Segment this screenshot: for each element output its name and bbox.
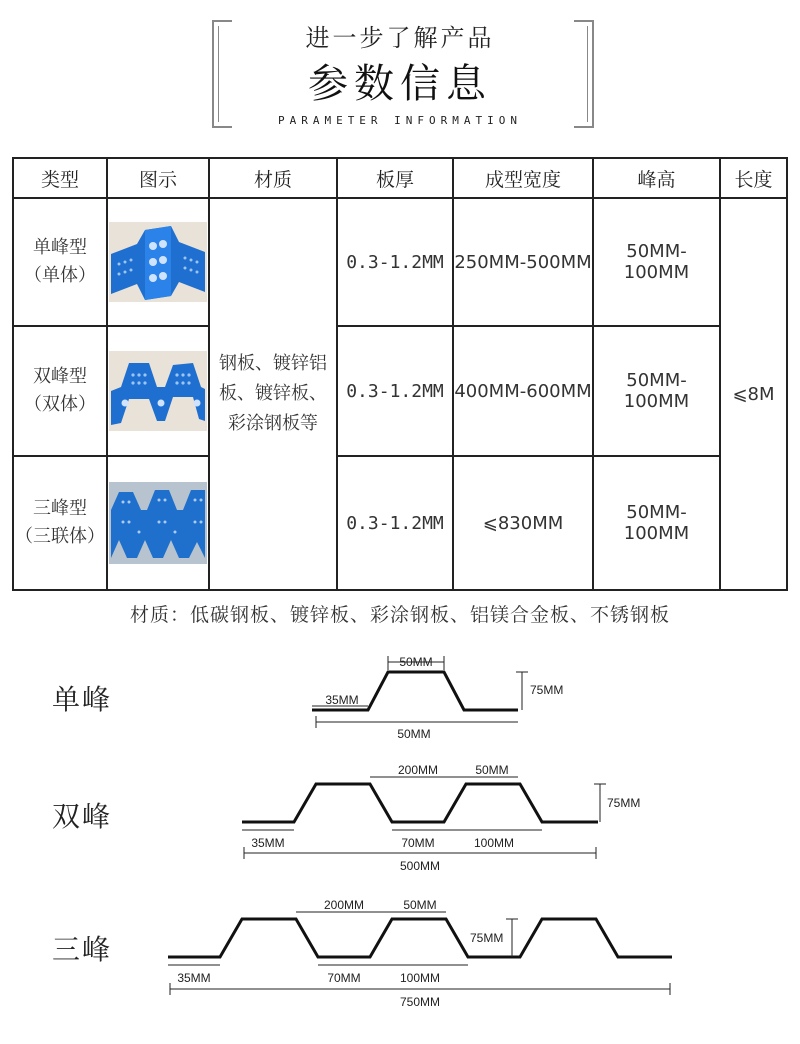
type-name: 单峰型: [33, 237, 87, 258]
dim-total-label: 750MM: [399, 995, 441, 1009]
dim-flat-label: 35MM: [177, 971, 211, 985]
dim-height-label: 75MM: [470, 931, 504, 945]
width-cell: 400MM-600MM: [453, 326, 593, 456]
header-thickness: 板厚: [337, 158, 453, 198]
length-cell: ⩽8M: [720, 198, 787, 590]
type-cell: [13, 198, 107, 326]
parameter-table: [12, 157, 788, 591]
type-sub: （单体）: [24, 265, 96, 286]
width-cell: 250MM-500MM: [453, 198, 593, 326]
image-cell: [107, 198, 209, 326]
dim-bottom-label: 70MM: [327, 971, 361, 985]
header-peak-height: 峰高: [593, 158, 720, 198]
type-name: 双峰型: [33, 366, 87, 387]
table-row: [13, 326, 787, 456]
dim-height-label: 75MM: [530, 683, 564, 697]
dim-top-label: 50MM: [399, 655, 433, 669]
width-cell: ⩽830MM: [453, 456, 593, 590]
header-length: 长度: [720, 158, 787, 198]
triple-peak-diagram: [168, 898, 672, 1009]
triple-peak-panel-photo-icon: [109, 482, 207, 564]
header-image: 图示: [107, 158, 209, 198]
type-name: 三峰型: [33, 498, 87, 519]
page-title: 参数信息: [308, 61, 492, 107]
dim-top-label: 50MM: [475, 763, 509, 777]
type-sub: （三联体）: [15, 526, 105, 547]
dim-flat-label: 35MM: [251, 836, 285, 850]
peak-height-cell: 50MM-100MM: [593, 198, 720, 326]
dim-top-label: 50MM: [403, 898, 437, 912]
dim-pitch-label: 100MM: [399, 971, 441, 985]
double-peak-profile: [242, 784, 598, 822]
thickness-cell: 0.3-1.2MM: [337, 456, 453, 590]
type-cell: [13, 456, 107, 590]
single-peak-panel-photo-icon: [109, 222, 207, 302]
image-cell: [107, 456, 209, 590]
table-row: [13, 198, 787, 326]
diagram-label-triple: 三峰: [52, 933, 113, 966]
single-peak-diagram: [312, 655, 563, 741]
header-material: 材质: [209, 158, 337, 198]
material-note: 材质：低碳钢板、镀锌板、彩涂钢板、铝镁合金板、不锈钢板: [129, 604, 670, 626]
header-width: 成型宽度: [453, 158, 593, 198]
dim-bottom-label: 70MM: [401, 836, 435, 850]
material-cell: 钢板、镀锌铝板、镀锌板、彩涂钢板等: [209, 198, 337, 590]
dim-height-label: 75MM: [607, 796, 641, 810]
thickness-cell: 0.3-1.2MM: [337, 326, 453, 456]
header-type: 类型: [13, 158, 107, 198]
dim-flat-label: 35MM: [325, 693, 359, 707]
header-subtitle: 进一步了解产品: [305, 24, 495, 52]
table-row: [13, 456, 787, 590]
dim-top-gap-label: 200MM: [323, 898, 365, 912]
double-peak-panel-photo-icon: [109, 351, 207, 431]
diagram-label-single: 单峰: [52, 683, 113, 716]
dim-total-label: 50MM: [397, 727, 431, 741]
header-english-title: PARAMETER INFORMATION: [277, 114, 523, 127]
double-peak-diagram: [242, 763, 640, 873]
dim-pitch-label: 100MM: [473, 836, 515, 850]
thickness-cell: 0.3-1.2MM: [337, 198, 453, 326]
triple-peak-profile: [168, 919, 672, 957]
table-header-row: [13, 158, 787, 198]
diagram-label-double: 双峰: [52, 800, 113, 833]
type-cell: [13, 326, 107, 456]
type-sub: （双体）: [24, 394, 96, 415]
dim-top-gap-label: 200MM: [397, 763, 439, 777]
peak-height-cell: 50MM-100MM: [593, 456, 720, 590]
profile-diagrams: [0, 640, 800, 1040]
dim-total-label: 500MM: [399, 859, 441, 873]
section-header: [0, 0, 800, 140]
image-cell: [107, 326, 209, 456]
peak-height-cell: 50MM-100MM: [593, 326, 720, 456]
